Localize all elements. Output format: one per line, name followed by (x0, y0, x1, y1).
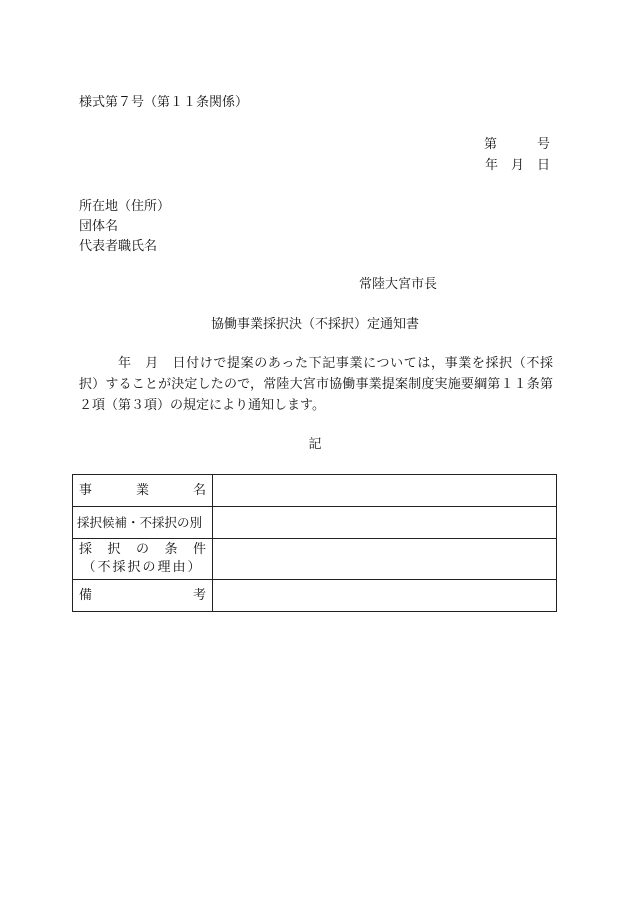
label-char: 名 (192, 482, 206, 498)
label-char: 考 (192, 587, 206, 603)
project-detail-table (72, 474, 557, 612)
table-row (73, 475, 557, 507)
date-year: 年 (484, 158, 498, 173)
addressee-organization: 団体名 (79, 219, 119, 234)
notice-body: 年 月 日付けで提案のあった下記事業については，事業を採択（不採択）することが決定したので，常陸大宮市協働事業提案制度実施要綱第１１条第２項（第３項）の規定により通知します。 (79, 356, 553, 413)
addressee-address: 所在地（住所） (79, 199, 171, 214)
document-number (484, 138, 550, 151)
date-day: 日 (536, 158, 550, 173)
label-rejection-reason: （不採択の理由） (82, 560, 203, 575)
date-month: 月 (510, 158, 524, 173)
document-title: 協働事業採択決（不採択）定通知書 (210, 317, 419, 332)
addressee-block (79, 197, 170, 257)
label-char: 件 (192, 542, 206, 557)
label-remarks (73, 580, 213, 612)
form-number: 様式第７号（第１１条関係） (79, 95, 249, 110)
value-project-name (213, 475, 557, 507)
ki-heading: 記 (308, 437, 322, 452)
table-row (73, 507, 557, 539)
document-number-prefix: 第 (483, 137, 497, 152)
label-char: 事 (79, 482, 93, 498)
label-adoption-status: 採択候補・不採択の別 (73, 507, 213, 539)
value-remarks (213, 580, 557, 612)
document-date (485, 159, 550, 172)
sender-name: 常陸大宮市長 (359, 277, 438, 292)
value-adoption-conditions (213, 539, 557, 580)
table-row (73, 580, 557, 612)
addressee-representative: 代表者職氏名 (79, 239, 158, 254)
label-char: 択 (107, 542, 121, 557)
label-project-name (73, 475, 213, 507)
document-number-suffix: 号 (536, 137, 550, 152)
label-char: の (135, 542, 149, 557)
label-char: 業 (135, 482, 149, 498)
label-char: 条 (164, 542, 178, 557)
value-adoption-status (213, 507, 557, 539)
label-char: 備 (79, 587, 93, 603)
label-char: 採 (79, 542, 93, 557)
table-row (73, 539, 557, 580)
label-adoption-conditions (73, 539, 213, 580)
